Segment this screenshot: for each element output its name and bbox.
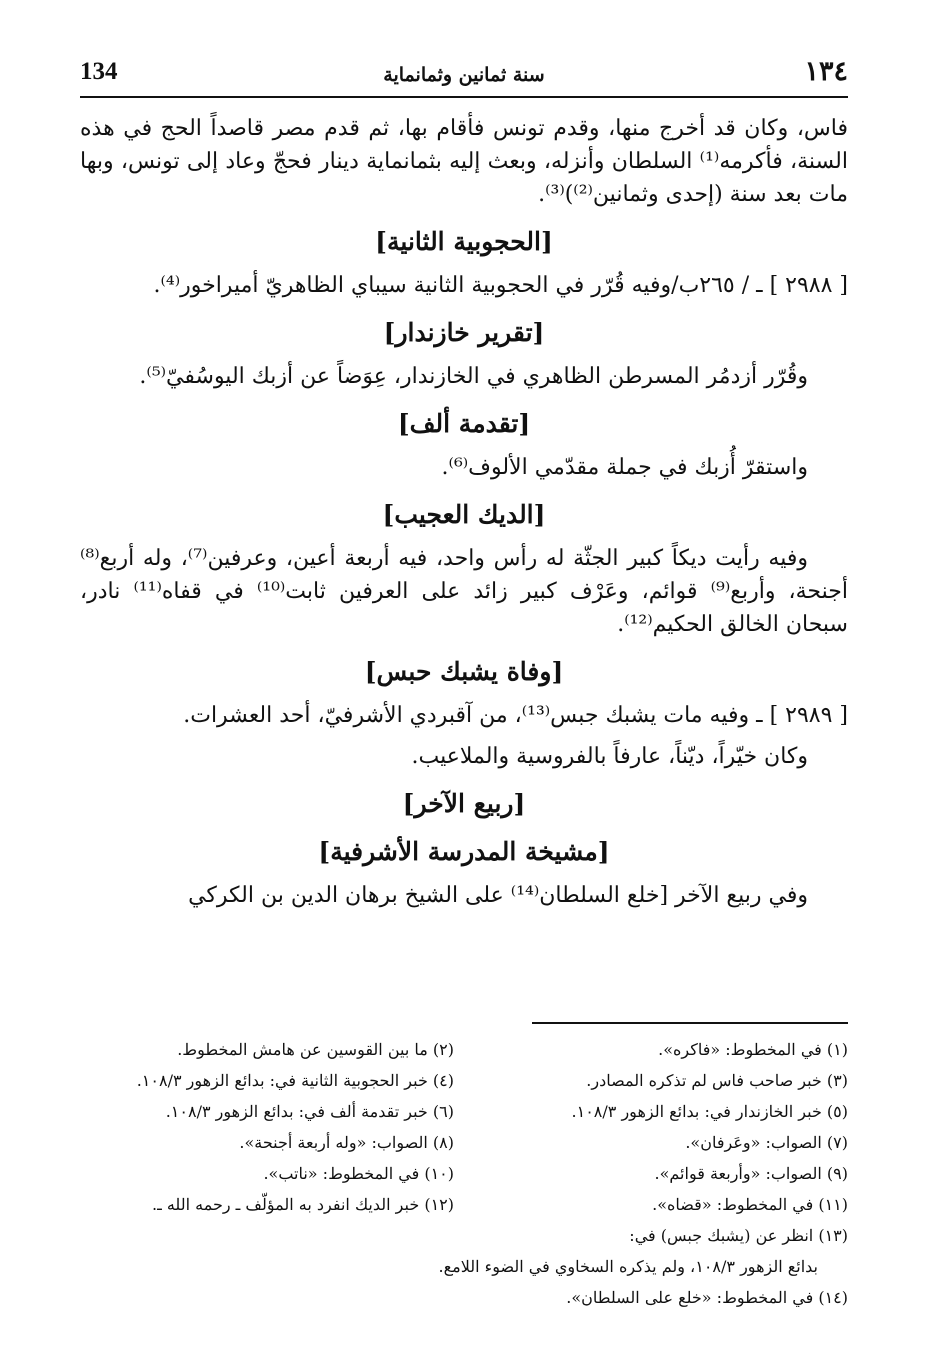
footnote: (٥) خبر الخازندار في: بدائع الزهور ١٠٨/٣. — [571, 1102, 848, 1121]
section-heading: [ربيع الآخر] — [402, 789, 526, 818]
footnote-continuation: بدائع الزهور ١٠٨/٣، ولم يذكره السخاوي في الضوء اللامع. — [438, 1257, 818, 1276]
footnote: (٦) خبر تقدمة ألف في: بدائع الزهور ١٠٨/٣. — [165, 1102, 454, 1121]
section-heading: [الديك العجيب] — [382, 500, 546, 529]
footnotes — [80, 1034, 848, 1313]
section-heading: [وفاة يشبك حبس] — [364, 657, 564, 686]
section-heading: [تقرير خازندار] — [383, 318, 545, 347]
section-heading: [مشيخة المدرسة الأشرفية] — [318, 837, 610, 866]
footnote: (١٠) في المخطوط: «ناتب». — [263, 1164, 454, 1183]
running-title: سنة ثمانين وثمانماية — [383, 64, 545, 86]
main-text — [80, 112, 848, 912]
footnote: (٢) ما بين القوسين عن هامش المخطوط. — [177, 1040, 454, 1059]
paragraph: واستقرّ أُزبك في جملة مقدّمي الألوف⁽⁶⁾. — [441, 455, 808, 480]
page-number-latin: 134 — [80, 58, 118, 85]
footnote: (١٤) في المخطوط: «خلع على السلطان». — [566, 1288, 848, 1307]
footnote: (٤) خبر الحجوبية الثانية في: بدائع الزهور ١٠٨/٣. — [136, 1071, 454, 1090]
paragraph: وفيه رأيت ديكاً كبير الجثّة له رأس واحد، فيه أربعة أعين، وعرفين⁽⁷⁾، وله أربع⁽⁸⁾ أجنحة، وأربع⁽⁹⁾ قوائم، وعَرْف كبير زائد على العرفين ثابت⁽¹⁰⁾ في قفاه⁽¹¹⁾ نادر، سبحان الخالق الحكيم⁽¹²⁾. — [80, 546, 848, 637]
paragraph: [ ٢٩٨٩ ] ـ وفيه مات يشبك جبس⁽¹³⁾، من آقبردي الأشرفيّ، أحد العشرات. — [183, 703, 848, 728]
footnote: (٣) خبر صاحب فاس لم تذكره المصادر. — [586, 1071, 848, 1090]
section-heading: [الحجوبية الثانية] — [375, 227, 553, 256]
footnote: (٧) الصواب: «وعَرفان». — [685, 1133, 848, 1152]
footnote: (١٣) انظر عن (يشبك جبس) في: — [629, 1226, 848, 1245]
footnote: (١) في المخطوط: «فاكره». — [658, 1040, 848, 1059]
footnote: (٩) الصواب: «وأربعة قوائم». — [654, 1164, 848, 1183]
section-heading: [تقدمة ألف] — [397, 409, 531, 438]
footnote: (١٢) خبر الديك انفرد به المؤلّف ـ رحمه الله ـ. — [151, 1195, 454, 1214]
paragraph: وكان خيّراً، ديّناً، عارفاً بالفروسية والملاعيب. — [411, 744, 808, 769]
footnote: (١١) في المخطوط: «قضاه». — [652, 1195, 848, 1214]
header-rule — [80, 96, 848, 98]
page-number-arabic: ١٣٤ — [804, 56, 848, 87]
paragraph: فاس، وكان قد أخرج منها، وقدم تونس فأقام بها، ثم قدم مصر قاصداً الحج في هذه السنة، فأكرمه⁽¹⁾ السلطان وأنزله، وبعث إليه بثمانماية دينار فحجّ وعاد إلى تونس، وبها مات بعد سنة (إحدى وثمانين⁽²⁾)⁽³⁾. — [80, 116, 848, 207]
page-header — [80, 58, 848, 94]
footnote: (٨) الصواب: «وله أربعة أجنحة». — [239, 1133, 454, 1152]
paragraph: وقُرّر أزدمُر المسرطن الظاهري في الخازندار، عِوَضاً عن أزبك اليوسُفيّ⁽⁵⁾. — [139, 364, 808, 389]
paragraph: وفي ربيع الآخر [خلع السلطان⁽¹⁴⁾ على الشيخ برهان الدين بن الكركي — [188, 883, 808, 908]
paragraph: [ ٢٩٨٨ ] ـ / ٢٦٥ب/وفيه قُرّر في الحجوبية الثانية سيباي الظاهريّ أميراخور⁽⁴⁾. — [153, 273, 848, 298]
footnote-rule — [532, 1022, 848, 1024]
